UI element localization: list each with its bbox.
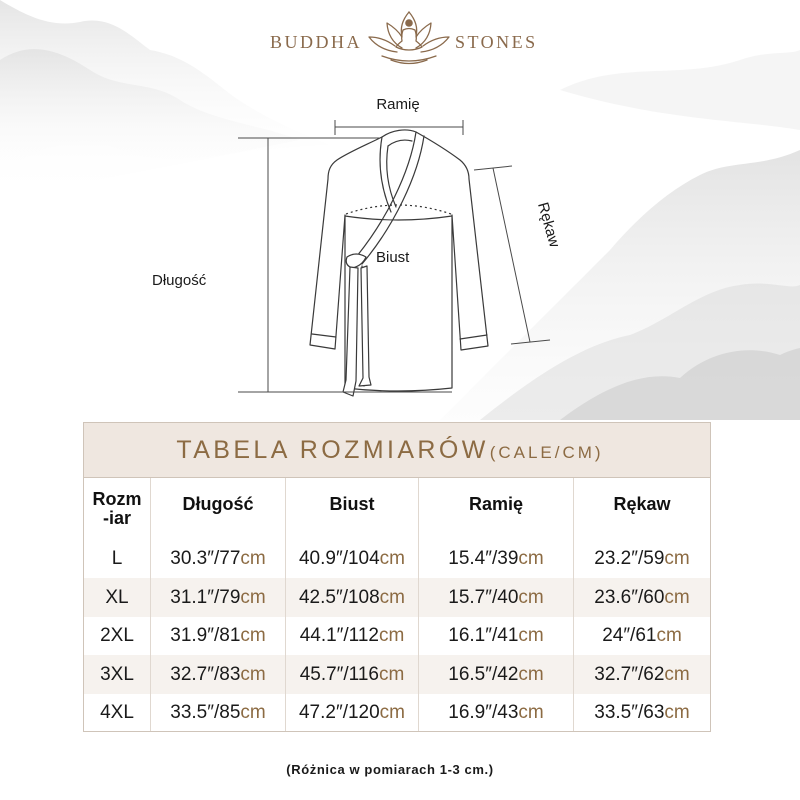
sleeve-measure-line xyxy=(474,166,550,344)
unit-label: cm xyxy=(379,701,405,723)
unit-label: cm xyxy=(379,548,405,569)
length-value: 30.3″/77 xyxy=(170,548,241,569)
unit-label: cm xyxy=(240,625,266,646)
table-title-units: (CALE/CM) xyxy=(489,442,604,462)
shoulder-value: 15.7″/40 xyxy=(448,586,519,608)
length-value: 31.1″/79 xyxy=(170,586,241,608)
sleeve-cell xyxy=(574,540,710,578)
length-value: 33.5″/85 xyxy=(170,701,241,723)
sleeve-value: 32.7″/62 xyxy=(594,663,665,685)
bust-value: 42.5″/108 xyxy=(298,586,380,608)
bust-value: 44.1″/112 xyxy=(299,625,379,646)
table-title-line xyxy=(176,436,603,465)
sleeve-value: 24″/61 xyxy=(602,625,657,646)
size-table xyxy=(83,422,711,732)
sleeve-value: 23.6″/60 xyxy=(594,586,665,608)
header-length: Długość xyxy=(151,478,286,540)
bust-value: 45.7″/116 xyxy=(299,663,379,685)
sleeve-label: Rękaw xyxy=(533,200,563,250)
shoulder-label: Ramię xyxy=(376,96,420,113)
size-cell: 4XL xyxy=(84,694,151,731)
unit-label: cm xyxy=(378,625,405,646)
sleeve-cell xyxy=(574,578,710,617)
unit-label: cm xyxy=(378,663,405,685)
bust-cell xyxy=(286,655,419,694)
unit-label: cm xyxy=(240,586,266,608)
length-cell xyxy=(151,655,286,694)
size-cell: 2XL xyxy=(84,617,151,655)
unit-label: cm xyxy=(240,548,266,569)
unit-label: cm xyxy=(518,625,544,646)
length-cell xyxy=(151,617,286,655)
header-size: Rozm -iar xyxy=(84,478,151,540)
table-title-bar xyxy=(84,423,710,478)
header-sleeve: Rękaw xyxy=(613,493,671,514)
bust-cell xyxy=(286,617,419,655)
sleeve-cell xyxy=(574,617,710,655)
unit-label: cm xyxy=(518,586,544,608)
sleeve-value: 23.2″/59 xyxy=(594,548,665,569)
shoulder-value: 15.4″/39 xyxy=(448,548,519,569)
length-cell xyxy=(151,540,286,578)
header-shoulder: Ramię xyxy=(419,478,574,540)
bust-cell xyxy=(286,540,419,578)
table-title: TABELA ROZMIARÓW xyxy=(176,435,489,464)
shoulder-cell xyxy=(419,655,574,694)
shoulder-value: 16.9″/43 xyxy=(448,701,519,723)
length-label: Długość xyxy=(152,272,207,289)
unit-label: cm xyxy=(518,701,544,723)
size-cell: XL xyxy=(84,578,151,617)
brand-name-left: BUDDHA xyxy=(270,32,363,52)
measurement-tolerance-note: (Różnica w pomiarach 1-3 cm.) xyxy=(286,762,494,777)
bust-cell xyxy=(286,578,419,617)
unit-label: cm xyxy=(518,663,544,685)
shoulder-cell xyxy=(419,540,574,578)
shoulder-cell xyxy=(419,617,574,655)
bust-cell xyxy=(286,694,419,731)
unit-label: cm xyxy=(664,701,690,723)
bust-label: Biust xyxy=(376,249,410,266)
shoulder-value: 16.1″/41 xyxy=(448,625,519,646)
length-value: 31.9″/81 xyxy=(170,625,241,646)
unit-label: cm xyxy=(664,586,690,608)
shoulder-value: 16.5″/42 xyxy=(448,663,519,685)
size-cell: 3XL xyxy=(84,655,151,694)
unit-label: cm xyxy=(664,548,690,569)
unit-label: cm xyxy=(240,701,266,723)
unit-label: cm xyxy=(656,625,682,646)
unit-label: cm xyxy=(240,663,266,685)
sleeve-value: 33.5″/63 xyxy=(594,701,665,723)
unit-label: cm xyxy=(518,548,544,569)
sleeve-cell xyxy=(574,655,710,694)
unit-label: cm xyxy=(379,586,405,608)
size-cell: L xyxy=(84,540,151,578)
brand-name-right: STONES xyxy=(455,32,538,52)
shoulder-cell xyxy=(419,694,574,731)
header-bust: Biust xyxy=(286,478,419,540)
length-value: 32.7″/83 xyxy=(170,663,241,685)
bust-value: 40.9″/104 xyxy=(298,548,380,569)
unit-label: cm xyxy=(664,663,690,685)
shoulder-cell xyxy=(419,578,574,617)
length-cell xyxy=(151,578,286,617)
bust-value: 47.2″/120 xyxy=(298,701,380,723)
length-cell xyxy=(151,694,286,731)
sleeve-cell xyxy=(574,694,710,731)
